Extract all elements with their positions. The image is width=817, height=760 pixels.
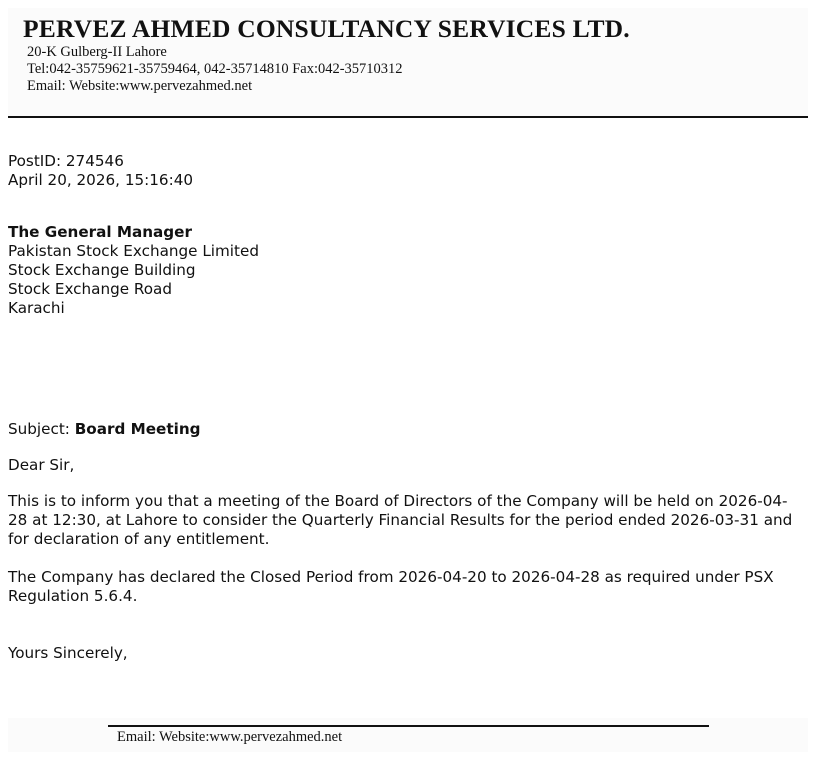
body-paragraph: This is to inform you that a meeting of the Board of Directors of the Company will be held on 2026-04-28 at 12:30, at Lahore to consider the Quarterly Financial Results for the period ended 2026-03-31 and for declaration of any entitlement. <box>8 492 793 548</box>
recipient-line: Karachi <box>8 299 65 317</box>
recipient-line: Stock Exchange Road <box>8 280 173 298</box>
footer-contact: Email: Website:www.pervezahmed.net <box>117 729 343 745</box>
body-paragraph: The Company has declared the Closed Period from 2026-04-20 to 2026-04-28 as required under PSX Regulation 5.6.4. <box>8 568 774 605</box>
subject-line <box>8 420 201 439</box>
footer-divider <box>108 725 709 727</box>
subject-label: Subject: <box>8 420 75 438</box>
subject-value: Board Meeting <box>74 420 201 438</box>
company-contact: Email: Website:www.pervezahmed.net <box>27 78 253 94</box>
letterhead <box>8 8 808 116</box>
recipient-line: Stock Exchange Building <box>8 261 196 279</box>
post-id: PostID: 274546 <box>8 152 124 170</box>
company-phone: Tel:042-35759621-35759464, 042-35714810 Fax:042-35710312 <box>27 61 403 77</box>
recipient-title: The General Manager <box>8 223 192 241</box>
post-datetime: April 20, 2026, 15:16:40 <box>8 171 194 189</box>
recipient-line: Pakistan Stock Exchange Limited <box>8 242 259 260</box>
closing: Yours Sincerely, <box>8 644 128 662</box>
company-address: 20-K Gulberg-II Lahore <box>27 44 167 60</box>
salutation: Dear Sir, <box>8 456 75 474</box>
company-name: PERVEZ AHMED CONSULTANCY SERVICES LTD. <box>23 14 630 43</box>
header-divider <box>8 116 808 118</box>
